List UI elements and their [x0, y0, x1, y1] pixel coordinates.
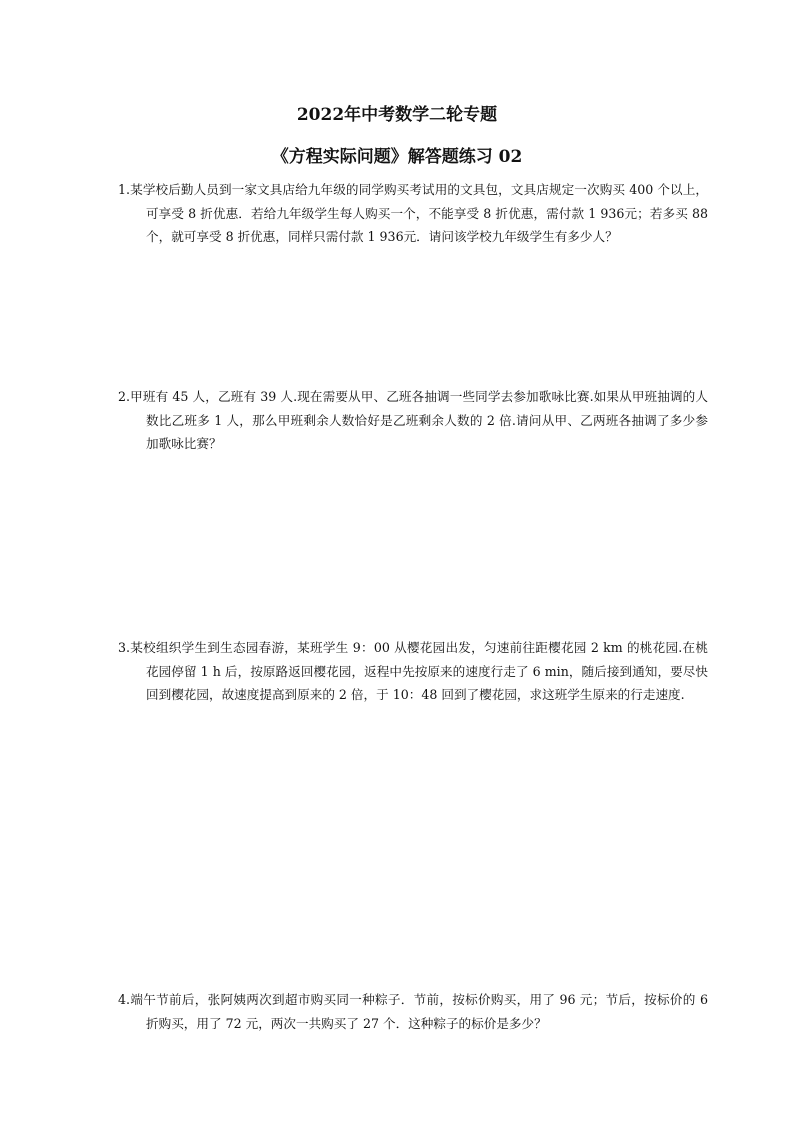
question-2 — [118, 385, 708, 456]
question-4-text: 端午节前后，张阿姨两次到超市购买同一种粽子．节前，按标价购买，用了 96 元；节后，按标价的 6 折购买，用了 72 元，两次一共购买了 27 个．这种粽子的标价是多少？ — [130, 992, 708, 1031]
question-3-number: 3. — [118, 640, 131, 655]
question-3-text: 某校组织学生到生态园春游，某班学生 9：00 从樱花园出发，匀速前往距樱花园 2 km 的桃花园.在桃花园停留 1 h 后，按原路返回樱花园，返程中先按原来的速度行走了 6 min，随后接到通知，要尽快回到樱花园，故速度提高到原来的 2 倍，于 10：48 回到了樱花园，求这班学生原来的行走速度. — [130, 640, 708, 702]
question-2-body — [118, 385, 708, 456]
question-1-text: 某学校后勤人员到一家文具店给九年级的同学购买考试用的文具包，文具店规定一次购买 400 个以上，可享受 8 折优惠．若给九年级学生每人购买一个，不能享受 8 折优惠，需付款 1 936元；若多买 88 个，就可享受 8 折优惠，同样只需付款 1 936元．请问该学校九年级学生有多少人？ — [130, 182, 708, 244]
question-2-number: 2. — [118, 389, 131, 404]
question-3-body — [118, 636, 708, 707]
question-4-body — [118, 988, 708, 1035]
question-3 — [118, 636, 708, 707]
question-1-body — [118, 178, 708, 249]
document-title: 2022年中考数学二轮专题 — [296, 105, 498, 125]
document-subtitle: 《方程实际问题》解答题练习 02 — [271, 147, 523, 167]
question-4 — [118, 988, 708, 1035]
question-2-text: 甲班有 45 人，乙班有 39 人.现在需要从甲、乙班各抽调一些同学去参加歌咏比赛.如果从甲班抽调的人数比乙班多 1 人，那么甲班剩余人数恰好是乙班剩余人数的 2 倍.请问从甲、乙两班各抽调了多少参加歌咏比赛？ — [130, 389, 708, 451]
question-1-number: 1. — [118, 182, 131, 197]
question-1 — [118, 178, 708, 249]
question-4-number: 4. — [118, 992, 131, 1007]
